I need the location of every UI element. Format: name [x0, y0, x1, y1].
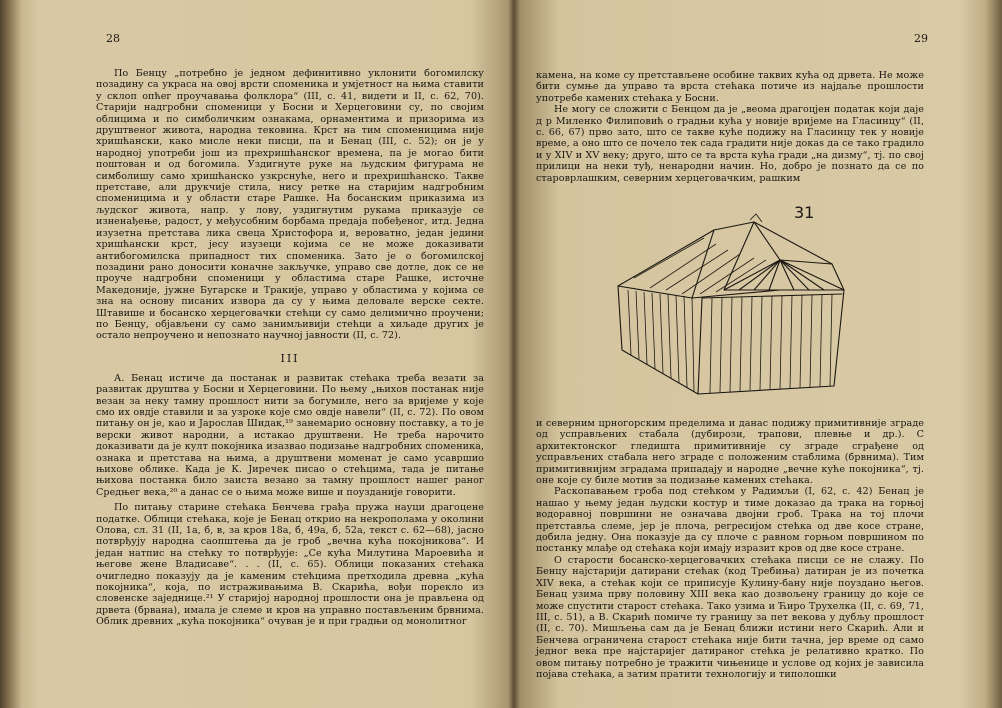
figure-31-house-drawing: [604, 194, 864, 410]
page-number-right: 29: [914, 32, 928, 45]
left-paragraph-3: По питању старине стећака Бенчева грађа пружа науци драгоцене податке. Облици стећака, које је Бенац открио на некрополама у околини Олова, сл. 31 (ІІ, 1а, б, в, за кров 18а, б, 49а, б, 52а, текст с. 62—68), јасно потврђују народна саопштења да је гроб „вечна кућа покојникова“. И један натпис на стећку то потврђује: „Се кућа Милутина Мароевића и његове жене Владисаве“. . . (ІІ, с. 65). Облици показаних стећака очигледно показују да је каменим стећцима претходила древна „кућа покојника“, која, по истраживањима В. Скарића, вођи порекло из словенске заједнице.²¹ У старијој народној прошлости она је прављена од дрвета (брвана), имала је слеме и кров на управно постављеним брвнима. Облик древних „кућа покојника“ очуван је и при градњи од монолитног: [96, 502, 484, 628]
house-drawing: [604, 194, 864, 410]
right-paragraph-4: Раскопавањем гроба под стећком у Радимљи (І, 62, с. 42) Бенац је нашао у њему један људски костур и тиме доказао да трака на горњој водоравној површини не означава двојни гроб. Трака на тој плочи претставља слеме, јер је плоча, регресијом стећка од две косе стране, добила једну. Она показује да су плоче с равном горњом површином по постанку млађе од стећака који имају изразит кров од две косе стране.: [536, 486, 924, 555]
figure-number-label: 31: [794, 203, 815, 222]
left-paragraph-1: По Бенцу „потребно је једном дефинитивно уклонити богомилску позадину са украса на овој врсти споменика и умјетност на њима ставити у склоп опћег проучавања фолклора“ (ІІІ, с. 41, видети и ІІ, с. 62, 70). Старији надгробни споменици у Босни и Херцеговини су, по својим облицима и по симболичким ознакама, орнаментима и призорима из друштвеног живота, народна тековина. Крст на тим споменицима није хришћански, како мисле неки писци, па и Бенац (ІІІ, с. 52); он је у народној употреби још из прехришћанског времена, па је могао бити поштован и од богомила. Уздигнуте руке на људским фигурама не симболишу само хришћанско узкрснуће, него и прехришћанско. Такве претставе, али друкчије стила, нису ретке на старијим надгробним споменицима и у области старе Рашке. На босанским приказима из људског живота, напр. у лову, уздигнутим рукама приказује се изненађење, радост, у међусобним борбама предаја побеђеног, итд. Једна изузетна претстава лика свеца Христофора и, вероватно, један једини хришћански крст, јесу изузеци којима се не може доказивати антибогомилска припадност тих споменика. Зато је о богомилској позадини рано доносити коначне закључке, управо све дотле, док се не проуче надгробни споменици у областима старе Рашке, источне Македоније, јужне Бугарске и Тракије, управо у областима у којима се зна на основу писаних извора да су у њима деловале верске секте. Штавише и босанско херцеговачки стећци су само делимично проучени; по Бенцу, објављени су само занимљивији стећци а хиљаде других је остало непроучено и непознато научној јавности (ІІ, с. 72).: [96, 68, 484, 342]
right-paragraph-3: и северним црногорским пределима и данас подижу примитивније зграде од усправљених стабала (дубирози, трапови, плевње и др.). С архитектонског гледишта примитивније су зграде сграђене од усправљених стабала него зграде с положеним стаблима (брвнима). Тим примитивнијим зградама припадају и народне „вечне куће покојника“, тј. оне које су биле мотив за подизање камених стећака.: [536, 418, 924, 487]
page-number-left: 28: [106, 32, 120, 45]
right-page: [536, 32, 928, 680]
left-page: [96, 32, 484, 678]
right-page-text-top: [536, 70, 924, 184]
right-page-text-bottom: [536, 418, 924, 680]
right-paragraph-2: Не могу се сложити с Бенцом да је „веома драгоцјен податак који даје д р Миленко Филиповић о градњи кућа у новије вријеме на Гласинцу“ (ІІ, с. 66, 67) прво зато, што се такве куће подижу на Гласинцу тек у новије време, а оно што се почело тек сада градити није докаѕ да се тако градило и у ХІV и ХV веку; друго, што се та врста кућа гради „на дизму“, тј. по свој прилици на неки туђ, ненародни начин. Но, добро је познато да се по староврлашким, северним херцеговачким, рашким: [536, 104, 924, 184]
section-heading: ІІІ: [280, 351, 300, 365]
right-paragraph-1: камена, на коме су претстављене особине таквих кућа од дрвета. Не може бити сумње да управо та врста стећака потиче из најдаље прошлости употребе камених стећака у Босни.: [536, 70, 924, 104]
right-paragraph-5: О старости босанско-херцеговачких стећака писци се не слажу. По Бенцу најстарији датирани стећак (код Требиња) датиран је из почетка ХІV века, а стећак који се приписује Кулину-бану није поуздано његов. Бенац узима прву половину ХІІІ века као дозвољену границу до које се може спустити старост стећака. Тако узима и Ћиро Трухелка (ІІ, с. 69, 71, ІІІ, с. 51), а В. Скарић помиче ту границу за пет векова у дубљу прошлост (ІІ, с. 70). Мишљења сам да је Бенац ближи истини него Скарић. Али и Бенчева ограничена старост стећака није бити тачна, јер време од само једног века пре најстаријег датираног стећка је релативно кратко. По овом питању потребно је тражити чињенице и услове од којих је зависила појава стећака, а затим пратити технологију и типолошки: [536, 554, 924, 680]
left-paragraph-2: А. Бенац истиче да постанак и развитак стећака треба везати за развитак друштва у Босни и Херцеговини. По њему „њихов постанак није везан за неку тамну прошлост нити за богумиле, него за вријеме у које смо их овдје ставили и за узроке које смо овдје навели“ (ІІ, с. 72). По овом питању он је, као и Јарослав Шидак,¹⁹ занемарио основну поставку, а то је верски живот народни, а истакао друштвени. Не треба нарочито доказивати да је култ покојника изазвао подизање надгробних споменика, ознака и претстава на њима, а друштвени моменат је само усавршио њихове облике. Када је К. Јиречек писао о стећцима, тада је питање њихова постанка било заиста везано за тамну прошлост нашег раног Средњег века,²⁰ а данас се о њима може више и поузданије говорити.: [96, 372, 484, 498]
left-page-text: [96, 68, 484, 628]
